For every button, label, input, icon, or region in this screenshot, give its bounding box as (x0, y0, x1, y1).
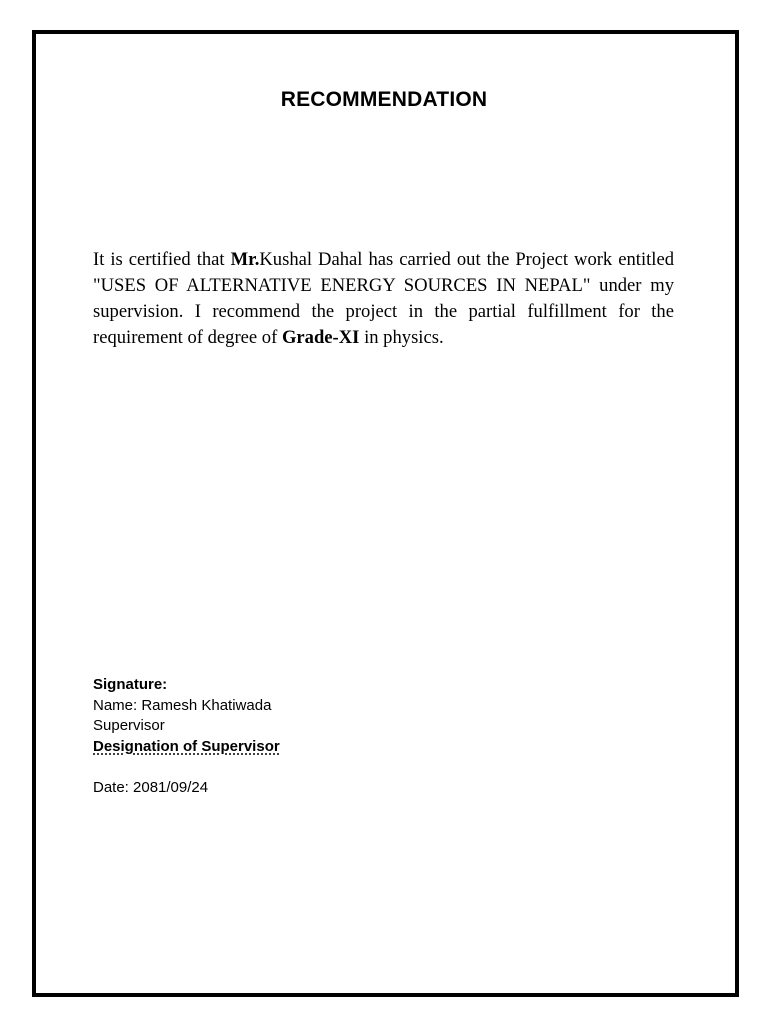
paragraph-end: in physics. (359, 327, 444, 348)
supervisor-role: Supervisor (93, 717, 165, 734)
document-title: RECOMMENDATION (280, 88, 488, 111)
paragraph-intro: It is certified that (93, 249, 231, 270)
name-prefix: Mr. (230, 249, 260, 270)
spacer (93, 757, 493, 778)
date-line: Date: 2081/09/24 (93, 778, 209, 796)
supervisor-name: Name: Ramesh Khatiwada (93, 696, 272, 714)
recommendation-paragraph (93, 247, 674, 351)
paragraph-body: Kushal Dahal has carried out the Project work entitled "USES OF ALTERNATIVE ENERGY SOURCES IN NEPAL" under my supervision. I recommend the project in the partial fulfillment for the requirement of degree of (93, 249, 674, 348)
page-border (32, 30, 739, 997)
signature-label: Signature: (93, 676, 168, 693)
signature-block (93, 675, 493, 798)
grade-label: Grade-XI (281, 327, 360, 348)
supervisor-designation: Designation of Supervisor (93, 737, 280, 755)
